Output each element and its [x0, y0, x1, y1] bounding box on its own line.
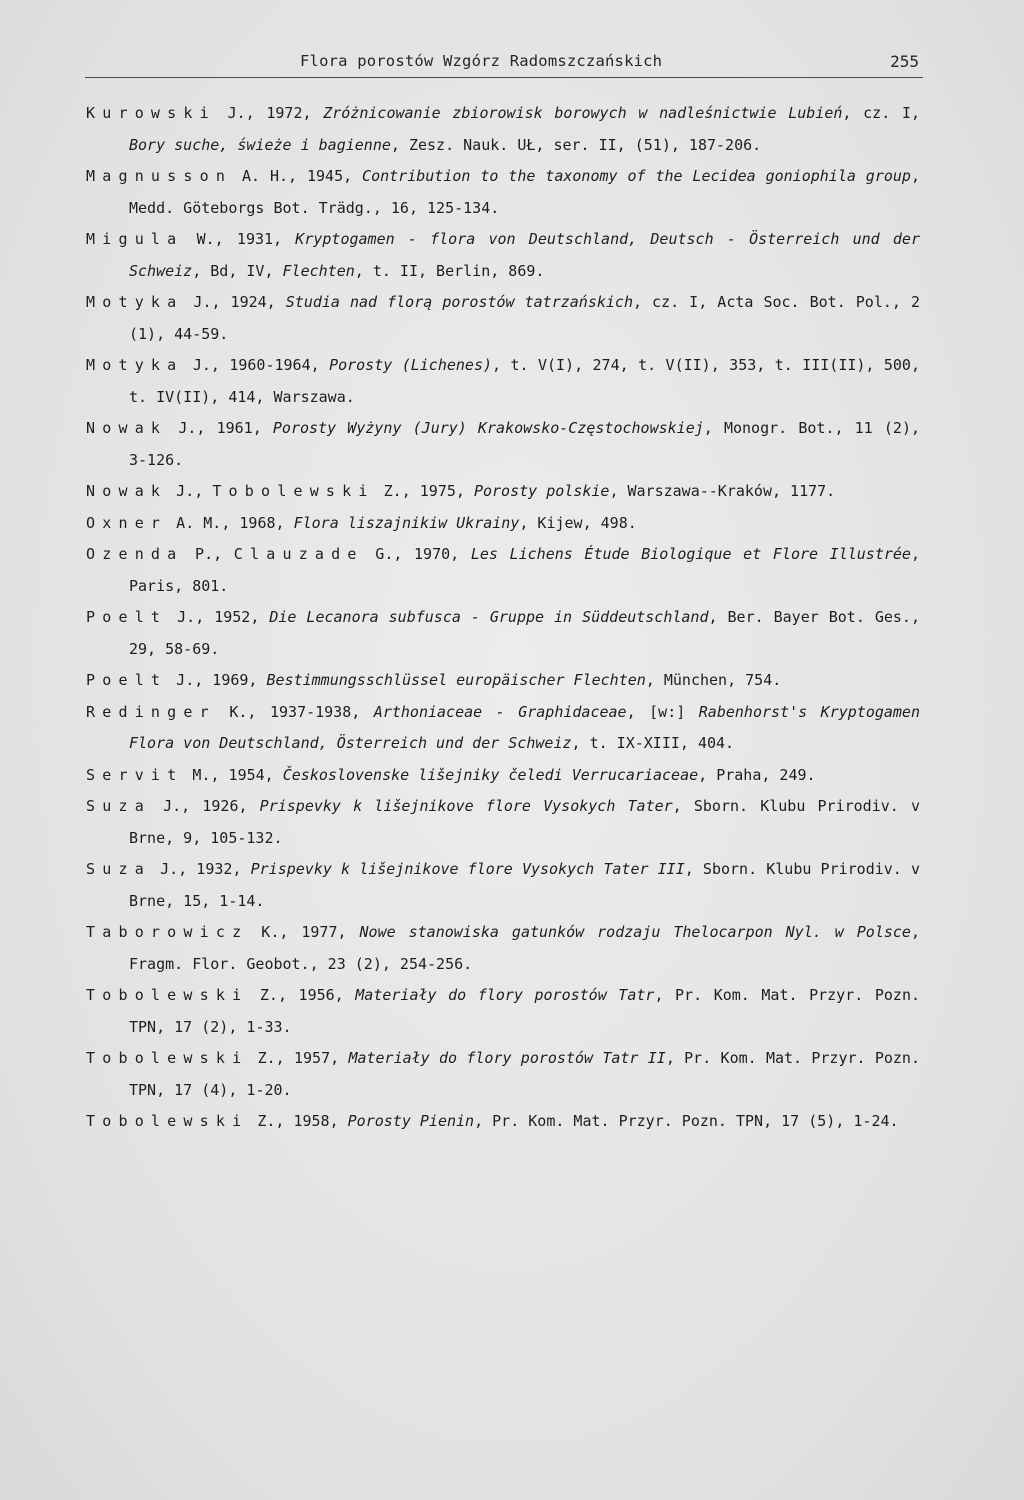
reference-entry [86, 980, 920, 1043]
reference-author: Taborowicz [86, 923, 249, 941]
reference-details: Z., 1958, [248, 1112, 348, 1130]
reference-details: J., [167, 482, 213, 500]
reference-title: Porosty (Lichenes) [329, 356, 493, 374]
reference-entry [86, 539, 920, 602]
reference-entry [86, 1043, 920, 1106]
reference-author: Poelt [86, 608, 168, 626]
reference-title: Arthoniaceae - Graphidaceae [373, 702, 627, 721]
reference-details: , Paris, 801. [129, 545, 920, 595]
reference-details: , Warszawa--Kraków, 1177. [609, 482, 836, 500]
reference-author: Servit [86, 765, 184, 784]
reference-details: W., 1931, [183, 230, 296, 248]
reference-details: , cz. I, [842, 104, 920, 122]
reference-entry [86, 224, 920, 287]
reference-author: Nowak [86, 419, 168, 437]
reference-entry [86, 287, 920, 350]
reference-entry [86, 917, 920, 980]
reference-coauthor: Clauzade [233, 545, 364, 563]
reference-title: Nowe stanowiska gatunków rodzaju Thelocarpon Nyl. w Polsce [359, 923, 911, 941]
page-number: 255 [890, 52, 919, 71]
reference-entry [86, 508, 920, 540]
reference-details: , t. IX-XIII, 404. [571, 734, 735, 752]
reference-author: Magnusson [86, 167, 233, 185]
reference-details: , Sborn. Klubu Prirodiv. v Brne, 9, 105-132. [129, 797, 920, 847]
reference-title: Die Lecanora subfusca - Gruppe in Süddeutschland [269, 608, 709, 626]
reference-author: Migula [86, 230, 184, 248]
reference-author: Nowak [86, 482, 168, 500]
reference-details: , cz. I, Acta Soc. Bot. Pol., 2 (1), 44-59. [129, 293, 921, 343]
reference-author: Motyka [86, 293, 184, 311]
reference-entry [86, 98, 920, 161]
reference-details: J., 1952, [167, 608, 270, 626]
reference-details: J., 1960-1964, [183, 356, 330, 374]
reference-title: Porosty Wyżyny (Jury) Krakowsko-Częstochowskiej [272, 419, 704, 437]
reference-author: Tobolewski [86, 986, 249, 1004]
reference-entry [86, 760, 920, 792]
reference-title: Contribution to the taxonomy of the Lecidea goniophila group [362, 167, 911, 185]
reference-title: Porosty Pienin [347, 1112, 475, 1130]
reference-details: J., 1924, [183, 293, 286, 311]
header-rule [85, 77, 923, 78]
reference-title: Kryptogamen - flora von Deutschland, Deutsch - Österreich und der Schweiz [129, 230, 920, 280]
reference-details: , München, 754. [645, 671, 782, 689]
reference-author: Redinger [86, 702, 216, 721]
reference-title: Les Lichens Étude Biologique et Flore Illustrée [470, 545, 911, 563]
reference-details: , t. II, Berlin, 869. [354, 261, 545, 280]
reference-details: , Pr. Kom. Mat. Przyr. Pozn. TPN, 17 (5), 1-24. [474, 1112, 899, 1130]
reference-details: G., 1970, [363, 545, 471, 563]
reference-details: Z., 1956, [248, 986, 356, 1004]
reference-title: Flora liszajnikiw Ukrainy [293, 513, 520, 532]
reference-details: A. H., 1945, [232, 167, 363, 185]
reference-details: J., 1972, [215, 104, 324, 122]
reference-title: Zróżnicowanie zbiorowisk borowych w nadleśnictwie Lubień [323, 104, 843, 122]
reference-title: Materiały do flory porostów Tatr [355, 986, 655, 1004]
reference-title: Materiały do flory porostów Tatr II [348, 1049, 666, 1067]
reference-author: Suza [86, 797, 151, 815]
reference-details: , [w:] [626, 702, 699, 721]
reference-entry [86, 476, 920, 508]
reference-details: Z., 1957, [248, 1049, 349, 1067]
reference-entry [86, 791, 920, 854]
reference-details: A. M., 1968, [167, 513, 294, 532]
reference-title: Československe lišejniky čeledi Verrucariaceae [282, 765, 699, 784]
reference-entry [86, 697, 920, 760]
reference-author: Ozenda [86, 545, 184, 563]
reference-title: Porosty polskie [473, 482, 610, 500]
reference-details: Z., 1975, [374, 482, 474, 500]
reference-author: Suza [86, 860, 151, 878]
reference-details: J., 1969, [167, 671, 267, 689]
reference-details: P., [183, 545, 234, 563]
reference-title: Bestimmungsschlüssel europäischer Flechten [266, 671, 646, 689]
reference-entry [86, 1106, 920, 1138]
reference-entry [86, 161, 920, 224]
reference-details: , Ber. Bayer Bot. Ges., 29, 58-69. [129, 608, 920, 658]
reference-details: , Monogr. Bot., 11 (2), 3-126. [129, 419, 921, 469]
reference-details: J., 1926, [150, 797, 260, 815]
reference-author: Poelt [86, 671, 168, 689]
reference-details: , Pr. Kom. Mat. Przyr. Pozn. TPN, 17 (4), 1-20. [129, 1049, 920, 1099]
reference-details: , t. V(I), 274, t. V(II), 353, t. III(II), 500, t. IV(II), 414, Warszawa. [129, 356, 920, 406]
reference-entry [86, 413, 920, 476]
reference-details: , Kijew, 498. [519, 513, 637, 532]
reference-title: Prispevky k lišejnikove flore Vysokych Tater III [250, 860, 685, 878]
reference-details: J., 1961, [167, 419, 273, 437]
reference-details: , Praha, 249. [698, 765, 816, 784]
reference-details: K., 1977, [248, 923, 360, 941]
reference-details: , Pr. Kom. Mat. Przyr. Pozn. TPN, 17 (2), 1-33. [129, 986, 921, 1036]
reference-details: , Medd. Göteborgs Bot. Trädg., 16, 125-134. [129, 167, 920, 217]
reference-details: , Bd, IV, [192, 261, 283, 280]
reference-entry [86, 602, 920, 665]
reference-details: , Fragm. Flor. Geobot., 23 (2), 254-256. [129, 923, 920, 973]
reference-author: Tobolewski [86, 1049, 249, 1067]
reference-title: Flechten [282, 261, 355, 280]
running-title: Flora porostów Wzgórz Radomszczańskich [300, 52, 663, 70]
reference-details: M., 1954, [183, 765, 283, 784]
reference-author: Tobolewski [86, 1112, 249, 1130]
reference-details: K., 1937-1938, [215, 702, 374, 721]
reference-details: , Zesz. Nauk. UŁ, ser. II, (51), 187-206. [390, 135, 762, 154]
reference-details: J., 1932, [150, 860, 251, 878]
reference-entry [86, 350, 920, 413]
reference-entry [86, 665, 920, 697]
reference-title: Studia nad florą porostów tatrzańskich [285, 293, 633, 311]
reference-title: Rabenhorst's Kryptogamen Flora von Deutschland, Österreich und der Schweiz [129, 702, 920, 752]
running-head [85, 50, 923, 76]
reference-list [86, 98, 920, 1138]
reference-author: Kurowski [86, 104, 216, 122]
reference-title: Prispevky k lišejnikove flore Vysokych Tater [259, 797, 673, 815]
reference-entry [86, 854, 920, 917]
reference-author: Oxner [86, 513, 168, 532]
reference-details: , Sborn. Klubu Prirodiv. v Brne, 15, 1-14. [129, 860, 920, 910]
reference-title: Bory suche, świeże i bagienne [129, 135, 391, 154]
reference-author: Motyka [86, 356, 184, 374]
reference-coauthor: Tobolewski [212, 482, 375, 500]
